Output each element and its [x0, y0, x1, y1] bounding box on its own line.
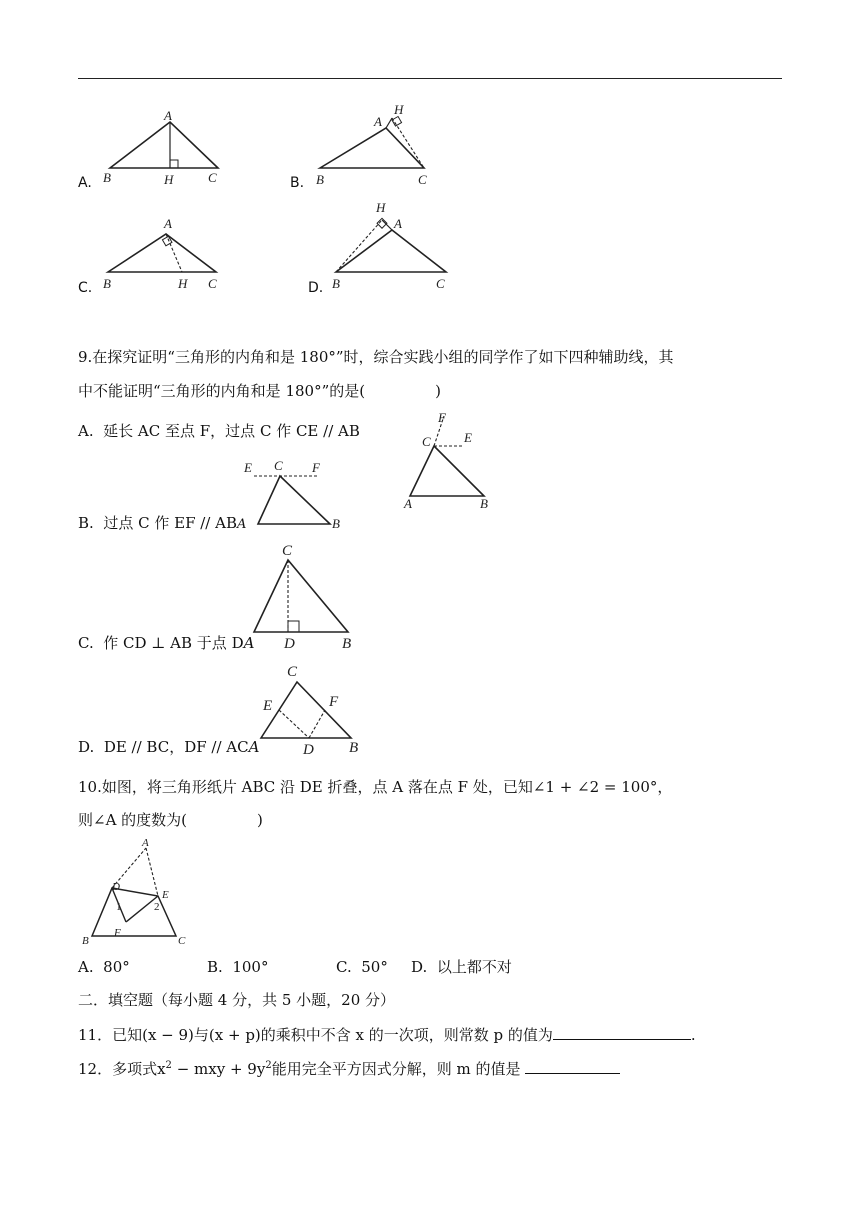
q9-stem-text: 中不能证明“三角形的内角和是 180°”的是(: [78, 382, 366, 400]
q9b-label-e: E: [244, 460, 252, 475]
q10-figure: [78, 836, 198, 948]
q10-stem-line1: 10.如图，将三角形纸片 ABC 沿 DE 折叠，点 A 落在点 F 处，已知∠1 + ∠2 = 100°，: [78, 778, 673, 796]
q8d-label-h: H: [376, 200, 386, 215]
q12-text-b: − mxy + 9y: [171, 1060, 266, 1078]
q9a-label-a: A: [404, 496, 412, 511]
q8a-label-a: A: [164, 108, 172, 123]
q10-option-c-label: C.: [336, 958, 352, 976]
q9-figure-d: [255, 660, 375, 760]
q10-option-b-text: 100°: [232, 958, 269, 976]
q9-option-c-label: C.: [78, 634, 94, 652]
q10-option-b[interactable]: [207, 957, 268, 977]
q8-option-d-label[interactable]: D.: [308, 280, 324, 296]
q10-option-d[interactable]: [411, 957, 512, 977]
q9c-label-b: B: [342, 636, 352, 652]
q11-text-end: .: [690, 1026, 696, 1044]
q8-option-c-label[interactable]: C.: [78, 280, 93, 296]
q9-stem-close: ): [435, 382, 441, 400]
q10-option-a-text: 80°: [103, 958, 130, 976]
q11-answer-blank[interactable]: [553, 1025, 691, 1040]
q9-option-b[interactable]: [78, 513, 246, 535]
q9b-label-a: A: [236, 517, 247, 532]
q10-label-angle1: 1: [116, 901, 122, 913]
q8d-label-b: B: [332, 276, 340, 291]
q12-sup2: 2: [265, 1060, 272, 1071]
q9-option-d-text: DE // BC，DF // AC: [103, 738, 249, 756]
q10-label-f: F: [114, 927, 121, 939]
q10-option-c[interactable]: [336, 957, 388, 977]
q9-stem-line1: 9.在探究证明“三角形的内角和是 180°”时，综合实践小组的同学作了如下四种辅助线，其: [78, 348, 674, 366]
q12-text-c: 能用完全平方因式分解，则 m 的值是: [271, 1060, 521, 1078]
q9c-label-a: A: [243, 634, 255, 652]
q9c-label-c: C: [282, 543, 293, 559]
section2-heading: 二．填空题（每小题 4 分，共 5 小题，20 分）: [78, 991, 396, 1009]
q10-option-b-label: B.: [207, 958, 223, 976]
q9a-label-f: F: [438, 410, 446, 425]
q9-option-a[interactable]: [78, 421, 360, 441]
q8c-label-a: A: [164, 216, 172, 231]
q8-option-a-label[interactable]: A.: [78, 175, 92, 191]
q10-label-a: A: [142, 837, 149, 849]
q9-option-b-text: 过点 C 作 EF // AB: [103, 514, 237, 532]
q8d-label-c: C: [436, 276, 445, 291]
q9-option-d[interactable]: [78, 737, 259, 757]
q10-label-b: B: [82, 935, 89, 947]
q8c-label-h: H: [178, 276, 188, 291]
q12-answer-blank[interactable]: [525, 1059, 620, 1074]
q10-stem-close: ): [257, 811, 263, 829]
q9b-label-f: F: [312, 460, 320, 475]
q9-option-d-label: D.: [78, 738, 95, 756]
q9-option-b-label: B.: [78, 514, 94, 532]
q8b-label-a: A: [374, 114, 382, 129]
q9-option-c[interactable]: [78, 633, 254, 653]
q8a-label-c: C: [208, 170, 217, 185]
q9d-label-b: B: [349, 740, 359, 756]
q9a-label-b: B: [480, 496, 488, 511]
q9-figure-b: [240, 458, 350, 530]
q8-option-b-label[interactable]: B.: [290, 175, 305, 191]
q8-figure-c: [100, 212, 230, 292]
q8c-label-c: C: [208, 276, 217, 291]
q10-label-c: C: [178, 935, 186, 947]
q10-option-d-label: D.: [411, 958, 428, 976]
q8b-label-c: C: [418, 172, 427, 187]
q10-option-a[interactable]: [78, 957, 130, 977]
q10-option-d-text: 以上都不对: [436, 958, 512, 976]
q10-label-d: D: [112, 881, 120, 893]
q8c-label-b: B: [103, 276, 111, 291]
q8-figure-b: [312, 100, 442, 190]
q9a-label-e: E: [464, 430, 472, 445]
q9d-label-d: D: [303, 742, 314, 758]
q9c-label-d: D: [284, 636, 295, 652]
q8-figure-d: [330, 198, 460, 293]
q9-stem-line2: [78, 381, 441, 401]
q11-text: 11．已知(x − 9)与(x + p)的乘积中不含 x 的一次项，则常数 p 的值为: [78, 1026, 553, 1044]
q8b-label-h: H: [394, 102, 404, 117]
q10-option-a-label: A.: [78, 958, 94, 976]
q10-label-angle2: 2: [154, 901, 160, 913]
q11-line: [78, 1025, 696, 1045]
q9-figure-c: [240, 542, 370, 652]
q8a-label-b: B: [103, 170, 111, 185]
q12-sup1: 2: [165, 1060, 172, 1071]
q10-label-e: E: [162, 889, 169, 901]
q9d-label-a: A: [248, 738, 260, 756]
q12-text-a: 12．多项式x: [78, 1060, 166, 1078]
q10-option-c-text: 50°: [361, 958, 388, 976]
q10-stem-line2: [78, 810, 263, 830]
q9b-label-b: B: [332, 516, 340, 531]
q9a-label-c: C: [422, 434, 431, 449]
q9-figure-a: [400, 410, 500, 510]
q9-option-c-text: 作 CD ⊥ AB 于点 D: [103, 634, 244, 652]
q9-option-a-label: A.: [78, 422, 94, 440]
header-rule: [78, 78, 782, 79]
q12-line: [78, 1059, 620, 1079]
q8a-label-h: H: [164, 172, 174, 187]
q9d-label-e: E: [263, 698, 273, 714]
q8-figure-a: [100, 108, 230, 188]
q9d-label-f: F: [329, 694, 339, 710]
q8d-label-a: A: [394, 216, 402, 231]
q9d-label-c: C: [287, 664, 298, 680]
q10-stem-text: 则∠A 的度数为(: [78, 811, 188, 829]
q9-option-a-text: 延长 AC 至点 F，过点 C 作 CE // AB: [103, 422, 360, 440]
q9b-label-c: C: [274, 458, 283, 473]
q8b-label-b: B: [316, 172, 324, 187]
